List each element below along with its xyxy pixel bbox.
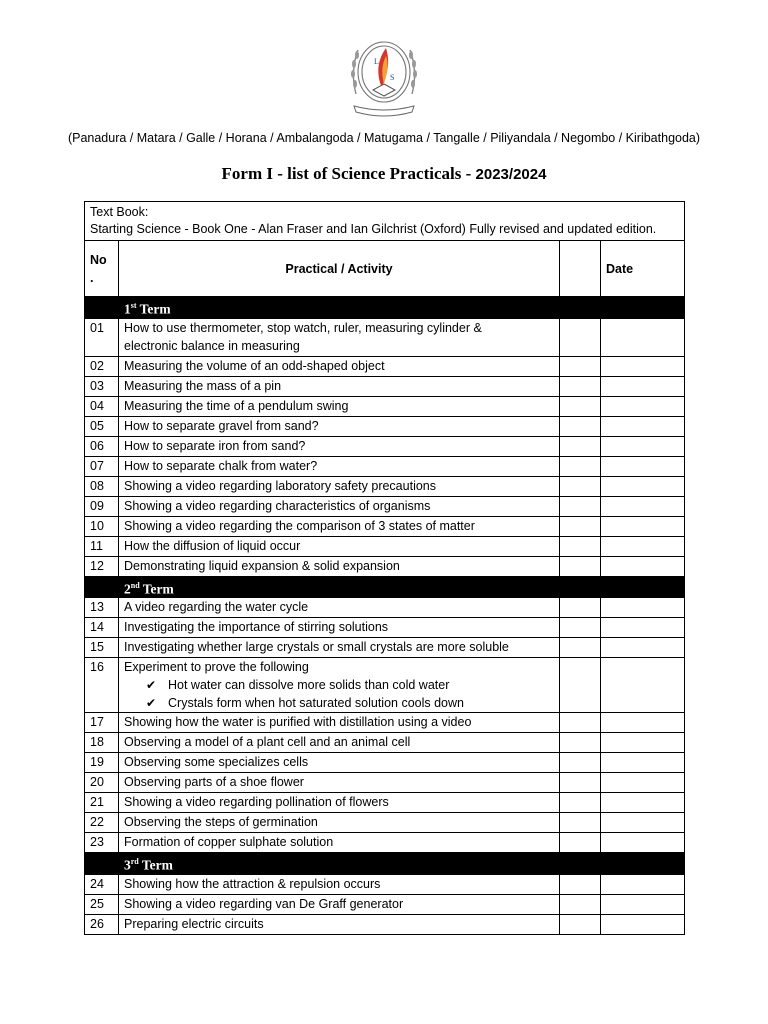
table-row (85, 813, 685, 833)
table-row (85, 516, 685, 536)
row-number: 22 (85, 813, 119, 833)
table-row (85, 496, 685, 516)
row-activity (119, 638, 560, 658)
row-date (601, 556, 685, 576)
activity-text: How the diffusion of liquid occur (124, 538, 301, 553)
row-activity (119, 456, 560, 476)
row-blank (560, 536, 601, 556)
row-blank (560, 773, 601, 793)
row-date (601, 318, 685, 356)
row-blank (560, 833, 601, 853)
term-suffix: nd (130, 580, 140, 590)
row-number: 11 (85, 536, 119, 556)
table-row (85, 476, 685, 496)
term-label (119, 576, 685, 598)
row-blank (560, 658, 601, 713)
activity-text: Formation of copper sulphate solution (124, 835, 334, 849)
row-activity (119, 436, 560, 456)
term-header-t1 (85, 297, 685, 319)
header-no-dot: . (90, 270, 94, 285)
activity-text: Showing a video regarding pollination of flowers (124, 795, 389, 809)
row-date (601, 516, 685, 536)
row-number: 10 (85, 516, 119, 536)
row-blank (560, 318, 601, 356)
term-word: Term (138, 857, 173, 873)
row-number: 13 (85, 598, 119, 618)
title-year: 2023/2024 (475, 166, 547, 183)
row-number: 04 (85, 396, 119, 416)
practicals-table (84, 201, 685, 935)
row-activity (119, 496, 560, 516)
term-number: 3 (124, 857, 131, 873)
row-number: 15 (85, 638, 119, 658)
row-activity (119, 793, 560, 813)
table-row (85, 376, 685, 396)
row-number: 17 (85, 713, 119, 733)
row-date (601, 753, 685, 773)
activity-text: Demonstrating liquid expansion & solid expansion (124, 558, 400, 573)
row-date (601, 496, 685, 516)
row-number: 23 (85, 833, 119, 853)
row-activity (119, 733, 560, 753)
activity-text: How to use thermometer, stop watch, ruler, measuring cylinder & (124, 320, 482, 335)
row-date (601, 833, 685, 853)
term-header-t3 (85, 853, 685, 875)
activity-text: Showing a video regarding the comparison of 3 states of matter (124, 518, 475, 533)
row-blank (560, 638, 601, 658)
row-blank (560, 894, 601, 914)
term-number: 1 (124, 301, 131, 317)
row-activity (119, 476, 560, 496)
row-date (601, 874, 685, 894)
activity-text: Observing a model of a plant cell and an animal cell (124, 735, 411, 749)
activity-text: A video regarding the water cycle (124, 600, 309, 614)
term-number: 2 (124, 581, 131, 596)
table-row (85, 793, 685, 813)
title-main: Form I - list of Science Practicals - (221, 164, 476, 183)
row-activity (119, 356, 560, 376)
row-blank (560, 396, 601, 416)
row-blank (560, 456, 601, 476)
page-title (0, 164, 768, 184)
row-activity (119, 416, 560, 436)
row-activity (119, 813, 560, 833)
row-number: 08 (85, 476, 119, 496)
row-number: 05 (85, 416, 119, 436)
table-row (85, 894, 685, 914)
row-activity (119, 753, 560, 773)
row-activity (119, 713, 560, 733)
term-suffix: st (130, 301, 137, 310)
row-number: 25 (85, 894, 119, 914)
row-number: 07 (85, 456, 119, 476)
table-header-row (85, 241, 685, 297)
row-blank (560, 496, 601, 516)
activity-text: Experiment to prove the following (124, 660, 309, 674)
textbook-value: Starting Science - Book One - Alan Fraser and Ian Gilchrist (Oxford) Fully revised and updated edition. (90, 222, 657, 236)
row-number: 26 (85, 914, 119, 934)
row-number: 24 (85, 874, 119, 894)
row-activity (119, 598, 560, 618)
header-activity: Practical / Activity (119, 241, 560, 297)
row-blank (560, 416, 601, 436)
table-row (85, 753, 685, 773)
table-row (85, 833, 685, 853)
header-no-text: No (90, 252, 107, 267)
row-blank (560, 556, 601, 576)
row-blank (560, 476, 601, 496)
table-row (85, 598, 685, 618)
svg-text:L: L (374, 57, 379, 66)
svg-text:S: S (390, 73, 395, 82)
table-row (85, 914, 685, 934)
row-blank (560, 356, 601, 376)
row-blank (560, 874, 601, 894)
activity-text: How to separate gravel from sand? (124, 418, 319, 433)
activity-text-cont: electronic balance in measuring (124, 338, 300, 353)
textbook-label: Text Book: (90, 205, 149, 219)
row-date (601, 894, 685, 914)
row-date (601, 376, 685, 396)
subpoint-text: Hot water can dissolve more solids than cold water (168, 678, 450, 692)
table-row (85, 658, 685, 713)
table-row (85, 773, 685, 793)
row-activity (119, 536, 560, 556)
table-row (85, 713, 685, 733)
row-blank (560, 813, 601, 833)
row-activity (119, 658, 560, 713)
row-date (601, 598, 685, 618)
row-blank (560, 914, 601, 934)
table-row (85, 318, 685, 356)
row-date (601, 618, 685, 638)
row-date (601, 914, 685, 934)
activity-text: Showing a video regarding laboratory safety precautions (124, 478, 436, 493)
row-number: 03 (85, 376, 119, 396)
row-number: 14 (85, 618, 119, 638)
row-date (601, 733, 685, 753)
row-activity (119, 556, 560, 576)
row-activity (119, 914, 560, 934)
table-row (85, 733, 685, 753)
row-date (601, 793, 685, 813)
school-crest-logo (346, 34, 422, 118)
activity-subpoint (124, 694, 554, 712)
checkmark-icon: ✔ (146, 696, 157, 710)
table-row (85, 416, 685, 436)
activity-text: Observing the steps of germination (124, 815, 318, 829)
row-blank (560, 376, 601, 396)
row-date (601, 813, 685, 833)
row-date (601, 356, 685, 376)
row-blank (560, 733, 601, 753)
row-activity (119, 618, 560, 638)
subpoint-text: Crystals form when hot saturated solution cools down (168, 696, 464, 710)
header-date: Date (601, 241, 685, 297)
row-number: 18 (85, 733, 119, 753)
row-number: 21 (85, 793, 119, 813)
row-activity (119, 318, 560, 356)
row-date (601, 638, 685, 658)
row-blank (560, 713, 601, 733)
table-row (85, 436, 685, 456)
term-word: Term (139, 581, 174, 596)
row-date (601, 773, 685, 793)
row-number: 02 (85, 356, 119, 376)
activity-text: Showing a video regarding characteristics of organisms (124, 498, 431, 513)
row-date (601, 713, 685, 733)
row-number: 06 (85, 436, 119, 456)
row-number: 12 (85, 556, 119, 576)
term-header-t2 (85, 576, 685, 598)
activity-text: Showing a video regarding van De Graff generator (124, 896, 404, 911)
row-activity (119, 874, 560, 894)
row-number: 09 (85, 496, 119, 516)
table-row (85, 456, 685, 476)
term-suffix: rd (130, 857, 139, 866)
activity-text: Observing some specializes cells (124, 755, 309, 769)
row-number: 01 (85, 318, 119, 356)
activity-text: Observing parts of a shoe flower (124, 775, 304, 789)
activity-text: Preparing electric circuits (124, 916, 264, 931)
row-date (601, 476, 685, 496)
row-date (601, 658, 685, 713)
textbook-cell (85, 202, 685, 241)
activity-text: How to separate chalk from water? (124, 458, 318, 473)
row-blank (560, 793, 601, 813)
activity-subpoint (124, 676, 554, 694)
table-row (85, 396, 685, 416)
activity-text: How to separate iron from sand? (124, 438, 306, 453)
row-blank (560, 618, 601, 638)
table-row (85, 618, 685, 638)
activity-text: Investigating the importance of stirring solutions (124, 620, 389, 634)
row-activity (119, 894, 560, 914)
row-activity (119, 833, 560, 853)
row-blank (560, 598, 601, 618)
row-date (601, 416, 685, 436)
activity-text: Measuring the mass of a pin (124, 378, 282, 393)
term-label (119, 297, 685, 319)
activity-text: Showing how the attraction & repulsion occurs (124, 876, 381, 891)
table-row (85, 556, 685, 576)
row-date (601, 456, 685, 476)
activity-text: Measuring the time of a pendulum swing (124, 398, 349, 413)
row-number: 20 (85, 773, 119, 793)
row-number: 16 (85, 658, 119, 713)
row-activity (119, 516, 560, 536)
textbook-row (85, 202, 685, 241)
row-activity (119, 376, 560, 396)
row-date (601, 436, 685, 456)
checkmark-icon: ✔ (146, 678, 157, 692)
header-no (85, 241, 119, 297)
term-label (119, 853, 685, 875)
row-blank (560, 753, 601, 773)
table-row (85, 874, 685, 894)
activity-text: Showing how the water is purified with distillation using a video (124, 715, 472, 729)
row-blank (560, 436, 601, 456)
row-blank (560, 516, 601, 536)
row-activity (119, 773, 560, 793)
header-blank (560, 241, 601, 297)
term-word: Term (136, 301, 171, 317)
branch-list: (Panadura / Matara / Galle / Horana / Ambalangoda / Matugama / Tangalle / Piliyandala / Negombo / Kiribathgoda) (67, 131, 701, 145)
row-date (601, 536, 685, 556)
table-row (85, 536, 685, 556)
table-row (85, 638, 685, 658)
row-activity (119, 396, 560, 416)
row-date (601, 396, 685, 416)
activity-text: Investigating whether large crystals or small crystals are more soluble (124, 640, 509, 654)
row-number: 19 (85, 753, 119, 773)
table-row (85, 356, 685, 376)
activity-text: Measuring the volume of an odd-shaped object (124, 358, 385, 373)
